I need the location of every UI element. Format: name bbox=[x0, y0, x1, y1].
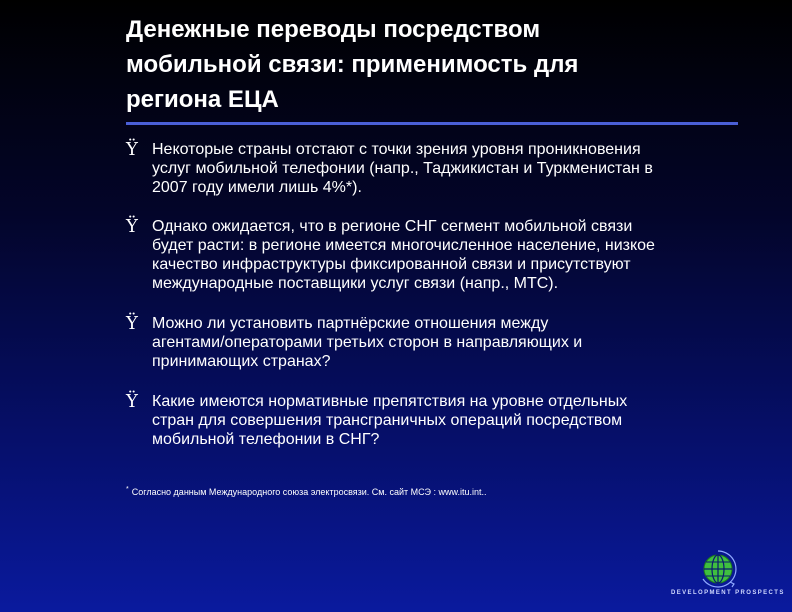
bullet-item bbox=[126, 392, 746, 449]
title-line: Денежные переводы посредством bbox=[126, 16, 541, 43]
bullet-mark: Ÿ bbox=[126, 139, 138, 160]
bullet-line: 2007 году имели лишь 4%*). bbox=[152, 179, 362, 196]
title-line: мобильной связи: применимость для bbox=[126, 51, 579, 78]
bullet-line: стран для совершения трансграничных операций посредством bbox=[152, 412, 623, 429]
slide-title bbox=[126, 12, 746, 117]
bullet-mark: Ÿ bbox=[126, 216, 138, 237]
bullet-text bbox=[152, 217, 746, 293]
bullet-line: принимающих странах? bbox=[152, 353, 331, 370]
bullet-line: качество инфраструктуры фиксированной связи и присутствуют bbox=[152, 256, 631, 273]
bullet-mark: Ÿ bbox=[126, 391, 138, 412]
globe-icon bbox=[694, 548, 742, 590]
bullet-text bbox=[152, 140, 746, 197]
bullet-line: агентами/операторами третьих сторон в направляющих и bbox=[152, 334, 583, 351]
footnote-text: Согласно данным Международного союза электросвязи. См. сайт МСЭ : www.itu.int.. bbox=[131, 487, 487, 497]
title-line: региона ЕЦА bbox=[126, 86, 279, 113]
footnote-mark: * bbox=[126, 486, 129, 493]
title-divider bbox=[126, 122, 738, 125]
bullet-item bbox=[126, 314, 746, 371]
bullet-list bbox=[126, 140, 746, 449]
bullet-line: услуг мобильной телефонии (напр., Таджикистан и Туркменистан в bbox=[152, 160, 653, 177]
bullet-mark: Ÿ bbox=[126, 313, 138, 334]
bullet-item bbox=[126, 217, 746, 293]
bullet-item bbox=[126, 140, 746, 197]
bullet-line: Какие имеются нормативные препятствия на уровне отдельных bbox=[152, 393, 628, 410]
bullet-text bbox=[152, 314, 746, 371]
footnote bbox=[126, 484, 487, 498]
bullet-text bbox=[152, 392, 746, 449]
bullet-line: мобильной телефонии в СНГ? bbox=[152, 431, 380, 448]
logo-caption: DEVELOPMENT PROSPECTS bbox=[671, 590, 785, 596]
bullet-line: Можно ли установить партнёрские отношения между bbox=[152, 315, 549, 332]
bullet-line: будет расти: в регионе имеется многочисленное население, низкое bbox=[152, 237, 655, 254]
bullet-line: Однако ожидается, что в регионе СНГ сегмент мобильной связи bbox=[152, 218, 633, 235]
bullet-line: международные поставщики услуг связи (напр., МТС). bbox=[152, 275, 559, 292]
bullet-line: Некоторые страны отстают с точки зрения уровня проникновения bbox=[152, 141, 641, 158]
